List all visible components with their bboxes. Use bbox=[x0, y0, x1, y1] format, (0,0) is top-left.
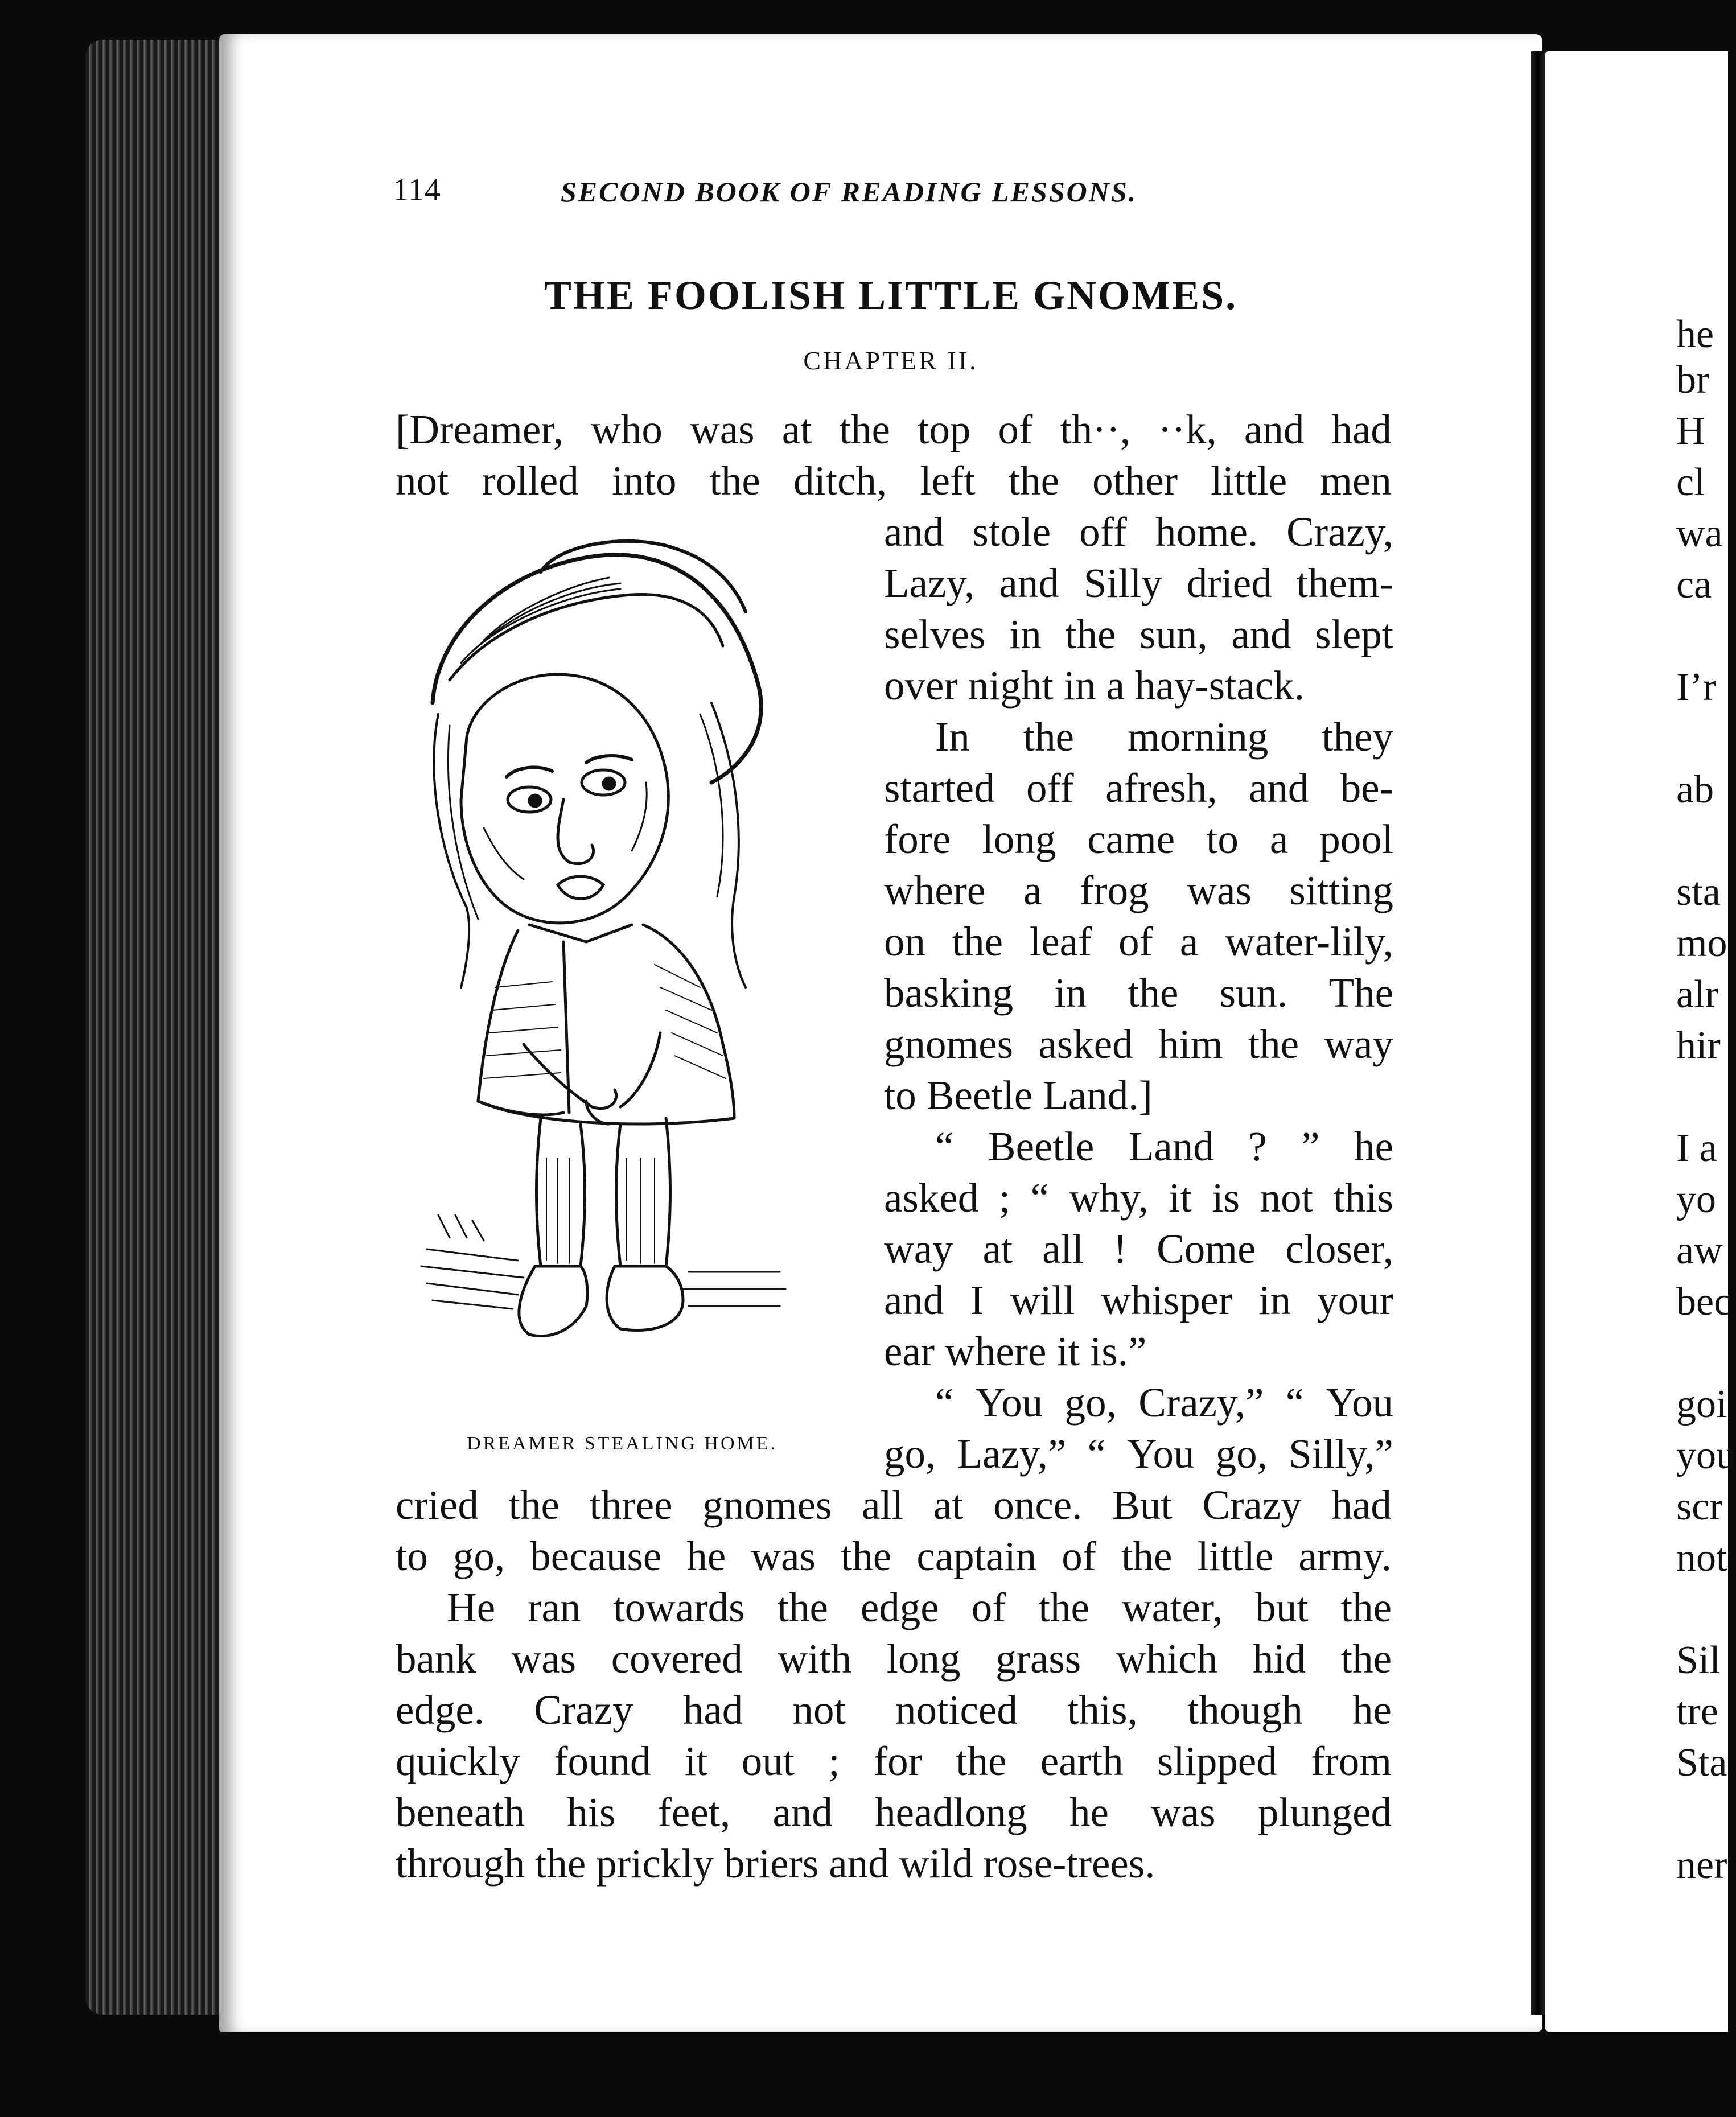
text-line: to go, because he was the captain of the little army. bbox=[396, 1533, 1392, 1579]
facing-page-fragment: hir bbox=[1676, 1024, 1721, 1068]
facing-page-fragment: not bbox=[1676, 1536, 1727, 1580]
text-line: He ran towards the edge of the water, but the bbox=[447, 1584, 1392, 1630]
facing-page-fragment: br bbox=[1676, 358, 1710, 402]
text-line: through the prickly briers and wild rose-trees. bbox=[396, 1840, 1155, 1887]
text-line: ear where it is.” bbox=[884, 1328, 1147, 1374]
text-line: edge. Crazy had not noticed this, though he bbox=[396, 1687, 1392, 1733]
text-line: quickly found it out ; for the earth slipped from bbox=[396, 1738, 1392, 1784]
text-line: not rolled into the ditch, left the other little men bbox=[396, 458, 1392, 504]
text-line: gnomes asked him the way bbox=[884, 1021, 1393, 1067]
text-line: Lazy, and Silly dried them- bbox=[884, 560, 1393, 606]
text-line: asked ; “ why, it is not this bbox=[884, 1175, 1393, 1221]
text-line: way at all ! Come closer, bbox=[884, 1226, 1393, 1272]
facing-page-fragment: yo bbox=[1676, 1177, 1716, 1221]
text-line: beneath his feet, and headlong he was plunged bbox=[396, 1789, 1392, 1835]
facing-page-fragment: mo bbox=[1676, 921, 1727, 965]
book-page-edges bbox=[85, 40, 228, 2015]
facing-page-fragment: ab bbox=[1676, 768, 1714, 812]
text-line: fore long came to a pool bbox=[884, 816, 1393, 862]
text-line: bank was covered with long grass which hid the bbox=[396, 1636, 1392, 1682]
facing-page-fragment: I a bbox=[1676, 1126, 1717, 1170]
text-line: selves in the sun, and slept bbox=[884, 611, 1393, 657]
facing-page-fragment: tre bbox=[1676, 1690, 1718, 1733]
facing-page-fragment: aw bbox=[1676, 1229, 1723, 1272]
facing-page-fragment: goi bbox=[1676, 1382, 1727, 1426]
text-line: over night in a hay-stack. bbox=[884, 662, 1305, 709]
facing-page-fragment: cl bbox=[1676, 460, 1705, 504]
story-title: THE FOOLISH LITTLE GNOMES. bbox=[544, 273, 1238, 318]
text-line: “ Beetle Land ? ” he bbox=[935, 1123, 1393, 1169]
text-line: started off afresh, and be- bbox=[884, 765, 1393, 811]
facing-page-fragment: he bbox=[1676, 312, 1714, 356]
text-line: “ You go, Crazy,” “ You bbox=[935, 1379, 1393, 1426]
running-title: SECOND BOOK OF READING LESSONS. bbox=[561, 176, 1138, 208]
text-line: to Beetle Land.] bbox=[884, 1072, 1153, 1118]
text-line: In the morning they bbox=[935, 714, 1393, 760]
text-line: where a frog was sitting bbox=[884, 867, 1393, 913]
running-head bbox=[393, 172, 1218, 217]
text-line: and I will whisper in your bbox=[884, 1277, 1393, 1323]
text-line: cried the three gnomes all at once. But Crazy had bbox=[396, 1482, 1392, 1528]
facing-page-fragment: bec bbox=[1676, 1280, 1732, 1324]
chapter-heading: CHAPTER II. bbox=[803, 346, 978, 375]
facing-page-fragment: Sta bbox=[1676, 1741, 1727, 1785]
text-line: basking in the sun. The bbox=[884, 970, 1393, 1016]
facing-page-fragment: I’r bbox=[1676, 665, 1716, 709]
text-line: go, Lazy,” “ You go, Silly,” bbox=[884, 1431, 1393, 1477]
illustration-caption: DREAMER STEALING HOME. bbox=[467, 1433, 778, 1454]
dreamer-illustration bbox=[416, 532, 859, 1420]
facing-page-fragment: sta bbox=[1676, 870, 1721, 914]
facing-page-fragment: ner bbox=[1676, 1843, 1727, 1887]
text-line: on the leaf of a water-lily, bbox=[884, 919, 1393, 965]
facing-page-fragment: alr bbox=[1676, 973, 1718, 1016]
facing-page-fragment: Sil bbox=[1676, 1638, 1721, 1682]
facing-page-fragment: scr bbox=[1676, 1485, 1723, 1529]
text-line: [Dreamer, who was at the top of th··, ··k, and had bbox=[396, 406, 1392, 452]
text-line: and stole off home. Crazy, bbox=[884, 509, 1393, 555]
page-number: 114 bbox=[393, 172, 441, 208]
facing-page-fragment: H bbox=[1676, 409, 1705, 453]
facing-page-fragment: ca bbox=[1676, 563, 1712, 607]
facing-page-fragment: you bbox=[1676, 1434, 1736, 1477]
facing-page-fragment: wa bbox=[1676, 512, 1723, 555]
